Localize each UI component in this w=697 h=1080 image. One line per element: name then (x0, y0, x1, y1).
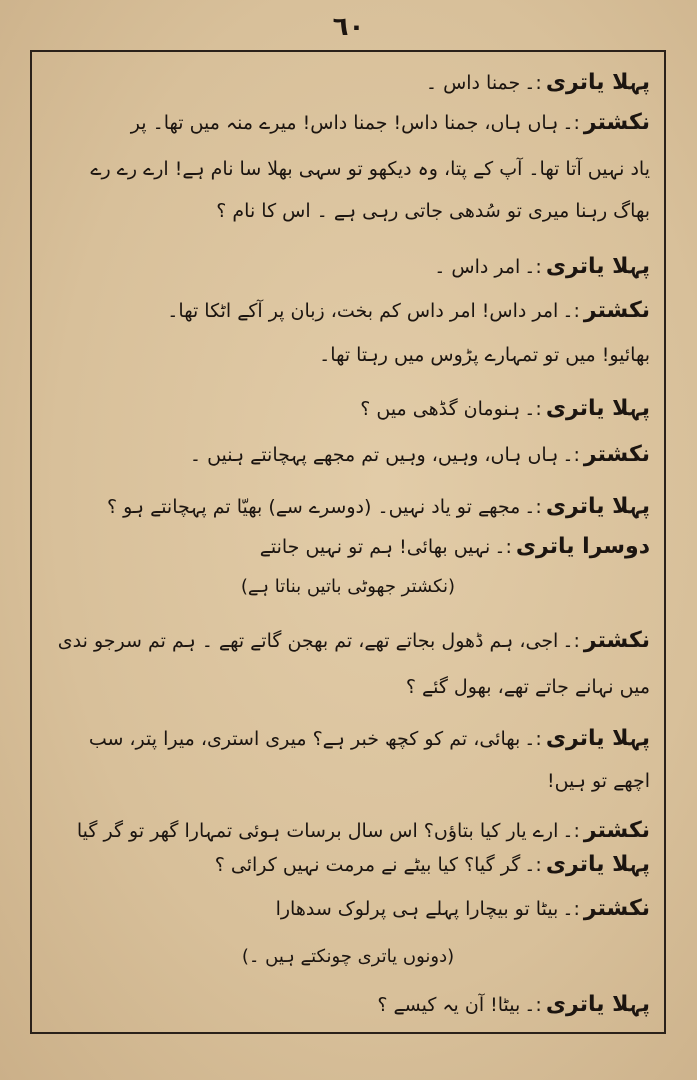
speaker-separator: :۔ (524, 496, 542, 518)
dialogue-text: امر داس ۔ (434, 256, 521, 278)
continuation-line (46, 156, 650, 182)
speaker-name: پہلا یاتری (545, 852, 650, 877)
dialogue-text: بیٹا! آن یہ کیسے ؟ (377, 994, 521, 1016)
dialogue-line (46, 70, 650, 96)
speaker-name: نکشتر (583, 110, 650, 135)
dialogue-text: اچھے تو ہیں! (546, 770, 650, 792)
dialogue-text: جمنا داس ۔ (425, 72, 521, 94)
speaker-separator: :۔ (524, 72, 542, 94)
dialogue-line (46, 896, 650, 922)
text-frame (30, 50, 666, 1034)
dialogue-line (46, 852, 650, 878)
dialogue-text: گر گیا؟ کیا بیٹے نے مرمت نہیں کرائی ؟ (214, 854, 521, 876)
stage-direction (46, 574, 650, 600)
speaker-name: نکشتر (583, 896, 650, 921)
speaker-name: پہلا یاتری (545, 992, 650, 1017)
speaker-separator: :۔ (524, 994, 542, 1016)
speaker-separator: :۔ (562, 820, 580, 842)
dialogue-text: امر داس! امر داس کم بخت، زبان پر آکے اٹکا تھا۔ (167, 300, 559, 322)
continuation-line (46, 342, 650, 368)
speaker-name: پہلا یاتری (545, 70, 650, 95)
dialogue-line (46, 254, 650, 280)
page-number: ٦٠ (332, 12, 365, 42)
continuation-line (46, 198, 650, 224)
dialogue-line (46, 534, 650, 560)
dialogue-line (46, 298, 650, 324)
dialogue-text: بھائی، تم کو کچھ خبر ہے؟ میری استری، میرا پتر، سب (88, 728, 521, 750)
speaker-name: پہلا یاتری (545, 726, 650, 751)
dialogue-body (46, 62, 650, 1022)
dialogue-line (46, 992, 650, 1018)
dialogue-text: بھائیو! میں تو تمہارے پڑوس میں رہتا تھا۔ (319, 344, 650, 366)
dialogue-text: میں نہانے جاتے تھے، بھول گئے ؟ (405, 676, 650, 698)
speaker-separator: :۔ (562, 112, 580, 134)
dialogue-text: ہنومان گڈھی میں ؟ (360, 398, 521, 420)
dialogue-text: اجی، ہم ڈھول بجاتے تھے، تم بھجن گاتے تھے ۔ ہم تم سرجو ندی (57, 630, 559, 652)
dialogue-text: ہاں ہاں، وہیں، وہیں تم مجھے پہچانتے ہنیں ۔ (189, 444, 559, 466)
dialogue-text: بھاگ رہنا میری تو سُدھی جاتی رہی ہے ۔ اس کا نام ؟ (216, 200, 650, 222)
speaker-name: نکشتر (583, 628, 650, 653)
speaker-name: نکشتر (583, 818, 650, 843)
speaker-name: نکشتر (583, 442, 650, 467)
speaker-name: نکشتر (583, 298, 650, 323)
speaker-separator: :۔ (494, 536, 512, 558)
stage-direction (46, 944, 650, 970)
speaker-separator: :۔ (562, 444, 580, 466)
dialogue-text: بیٹا تو بیچارا پہلے ہی پرلوک سدھارا (275, 898, 559, 920)
speaker-separator: :۔ (562, 898, 580, 920)
dialogue-text: ارے یار کیا بتاؤں؟ اس سال برسات ہوئی تمہارا گھر تو گر گیا (76, 820, 559, 842)
dialogue-line (46, 818, 650, 844)
dialogue-line (46, 442, 650, 468)
speaker-name: پہلا یاتری (545, 396, 650, 421)
speaker-name: دوسرا یاتری (515, 534, 650, 559)
dialogue-text: یاد نہیں آتا تھا۔ آپ کے پتا، وہ دیکھو تو سہی بھلا سا نام ہے! ارے رے رے (90, 158, 650, 180)
dialogue-line (46, 396, 650, 422)
speaker-separator: :۔ (562, 300, 580, 322)
dialogue-line (46, 628, 650, 654)
dialogue-text: نہیں بھائی! ہم تو نہیں جانتے (259, 536, 491, 558)
dialogue-text: ہاں ہاں، جمنا داس! جمنا داس! میرے منہ میں تھا۔ پر (130, 112, 559, 134)
stage-direction-text: (نکشتر جھوٹی باتیں بناتا ہے) (240, 576, 456, 597)
continuation-line (46, 768, 650, 794)
speaker-separator: :۔ (524, 398, 542, 420)
speaker-name: پہلا یاتری (545, 494, 650, 519)
dialogue-line (46, 110, 650, 136)
dialogue-line (46, 494, 650, 520)
speaker-separator: :۔ (524, 854, 542, 876)
dialogue-line (46, 726, 650, 752)
speaker-name: پہلا یاتری (545, 254, 650, 279)
speaker-separator: :۔ (524, 728, 542, 750)
stage-direction-text: (دونوں یاتری چونکتے ہیں ۔) (241, 946, 455, 967)
speaker-separator: :۔ (524, 256, 542, 278)
continuation-line (46, 674, 650, 700)
speaker-separator: :۔ (562, 630, 580, 652)
dialogue-text: مجھے تو یاد نہیں۔ (دوسرے سے) بھیّا تم پہچانتے ہو ؟ (106, 496, 521, 518)
